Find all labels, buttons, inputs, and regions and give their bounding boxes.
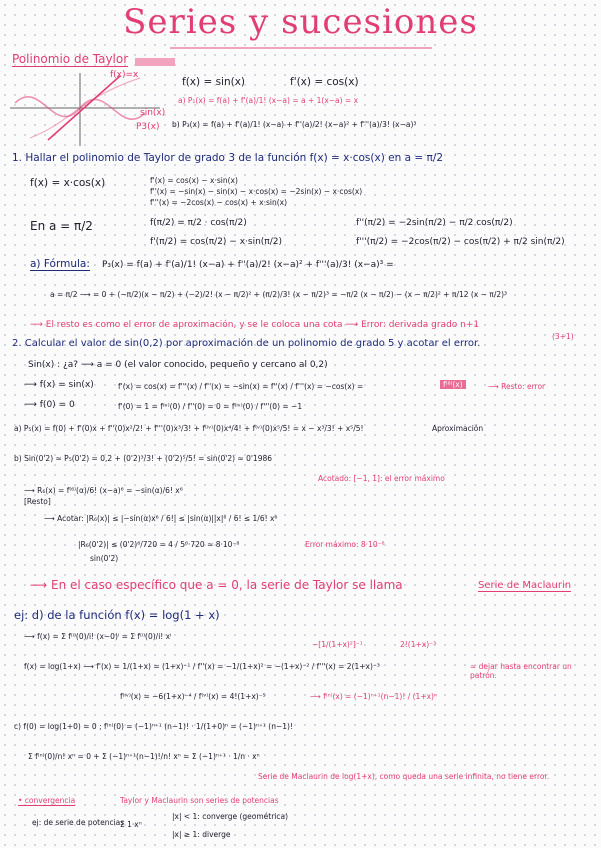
conv-series: Σ 1·xⁿ [120, 820, 142, 829]
ex2-sin-label: sin(0'2) [90, 554, 119, 563]
ex3-note-dejar: ≈ dejar hasta encontrar un patrón. [470, 662, 572, 680]
graph-label-sin: sin(x) [140, 108, 166, 118]
taylor-p3: b) P₃(x) = f(a) + f'(a)/1! (x−a) + f''(a)/2! (x−a)² + f'''(a)/3! (x−a)³ [172, 120, 417, 129]
ex3-serie: Serie de Maclaurin de log(1+x), como queda una serie infinita, no tiene error. [258, 772, 550, 781]
ex1-en-a: En a = π/2 [30, 219, 93, 233]
ex2-line2-right: ⟶ Resto: error [488, 382, 546, 391]
ex2-line1: Sin(x) : ¿a? ⟶ a = 0 (el valor conocido, pequeño y cercano al 0,2) [28, 360, 328, 370]
ex1-formula: P₃(x) = f(a) + f'(a)/1! (x−a) + f''(a)/2! (x−a)² + f'''(a)/3! (x−a)³ = [102, 260, 394, 270]
ex2-error-max: Error máximo: 8·10⁻⁸ [305, 540, 385, 549]
ex3-line5: c) f(0) = log(1+0) = 0 ; f⁽ⁿ⁾(0) = (−1)ⁿ⁺¹ (n−1)! · 1/(1+0)ⁿ = (−1)ⁿ⁺¹ (n−1)! [14, 722, 293, 731]
ex2-b-sin: b) Sin(0'2) ≈ P₅(0'2) = 0,2 + (0'2)³/3! + (0'2)⁵/5! = sin(0'2) ≈ 0'1986 [14, 454, 273, 463]
maclaurin-name: Serie de Maclaurin [478, 580, 572, 591]
resto-subscript: (3+1) [552, 332, 574, 341]
ex3-note2: 2!(1+x)⁻³ [400, 640, 437, 649]
ex3-heading: ej: d) de la función f(x) = log(1 + x) [14, 608, 220, 622]
conv-label: • convergencia [18, 796, 76, 805]
taylor-fx: f(x) = sin(x) [182, 76, 246, 88]
ex3-fx: ⟶ f(x) = Σ f⁽ⁱ⁾(0)/i! (x−0)ⁱ = Σ f⁽ⁱ⁾(0)/i! xⁱ [24, 632, 172, 641]
taylor-fpx: f'(x) = cos(x) [290, 76, 359, 88]
ex2-line2-left: ⟶ f(x) = sin(x) [24, 380, 94, 390]
ex3-sum: Σ f⁽ⁿ⁾(0)/n! xⁿ = 0 + Σ (−1)ⁿ⁺¹(n−1)!/n! xⁿ = Σ (−1)ⁿ⁺¹ · 1/n · xⁿ [28, 752, 260, 761]
ex2-heading: 2. Calcular el valor de sin(0,2) por aproximación de un polinomio de grado 5 y acotar el error. [12, 338, 481, 349]
graph-label-p3: P3(x) [136, 122, 160, 132]
conv-converge: |x| < 1: converge (geométrica) [172, 812, 289, 821]
resto-text: ⟶ El resto es como el error de aproximación, y se le coloca una cota ⟶ Error: derivada grado n+1 [30, 320, 480, 330]
ex1-substitution: a = π/2 ⟶ = 0 + (−π/2)(x − π/2) + (−2)/2! (x − π/2)² + (π/2)/3! (x − π/2)³ = −π/2 (x − π/2) − (x − π/2)² + π/12 (x − π/2)³ [50, 290, 508, 299]
ex1-deriv-3: f'''(x) = −2cos(x) − cos(x) + x·sin(x) [150, 198, 288, 207]
ex1-val-right-1: f''(π/2) = −2sin(π/2) − π/2 cos(π/2) [356, 218, 513, 228]
taylor-heading: Polinomio de Taylor [12, 52, 129, 66]
ex2-acotar: ⟶ Acotar: |R₆(x)| ≤ |−sin(α)x⁶ / 6!| ≤ |sin(α)||x|⁶ / 6! ≤ 1/6! x⁶ [44, 514, 278, 523]
ex2-r-final: |R₆(0'2)| ≤ (0'2)⁶/720 = 4 / 5⁶·720 ≈ 8·10⁻⁸ [78, 540, 240, 549]
page-title: Series y sucesiones [123, 2, 478, 42]
ex1-val-left-2: f'(π/2) = cos(π/2) − x·sin(π/2) [150, 237, 282, 247]
ex1-val-left-1: f(π/2) = π/2 · cos(π/2) [150, 218, 247, 228]
ex1-fx: f(x) = x·cos(x) [30, 177, 106, 189]
ex2-line2-highlight: f⁽⁶⁾(x) [440, 380, 466, 389]
ex1-deriv-2: f''(x) = −sin(x) − sin(x) − x·cos(x) = −2sin(x) − x·cos(x) [150, 187, 363, 196]
ex2-p5: a) P₅(x) = f(0) + f'(0)x + f''(0)x²/2! + f'''(0)x³/3! + f⁽ⁱᵛ⁾(0)x⁴/4! + f⁽ᵛ⁾(0)x⁵/5! = x − x³/3! + x⁵/5! [14, 424, 364, 433]
ex2-line2-mid: f'(x) = cos(x) = f'''(x) / f''(x) = −sin(x) = f''(x) / f'''(x) = −cos(x) = [118, 382, 364, 391]
ex3-note1: −[1/(1+x)²]⁻¹ [312, 640, 363, 649]
taylor-p1: a) P₁(x) = f(a) + f'(a)/1! (x−a) = a + 1(x−a) = x [178, 96, 359, 105]
maclaurin-text: ⟶ En el caso específico que a = 0, la serie de Taylor se llama [30, 578, 403, 592]
ex1-deriv-1: f'(x) = cos(x) − x·sin(x) [150, 176, 238, 185]
conv-diverge: |x| ≥ 1: diverge [172, 830, 231, 839]
ex1-val-right-2: f'''(π/2) = −2cos(π/2) − cos(π/2) + π/2 sin(π/2) [356, 237, 565, 247]
ex2-line3-left: ⟶ f(0) = 0 [24, 400, 75, 410]
ex3-derivs: f(x) = log(1+x) ⟶ f'(x) = 1/(1+x) = (1+x)⁻¹ / f''(x) = −1/(1+x)² = −(1+x)⁻² / f'''(x) = 2(1+x)⁻³ [24, 662, 380, 671]
conv-text: Taylor y Maclaurin son series de potencias [120, 796, 279, 805]
taylor-heading-highlight [135, 58, 175, 66]
title-underline [170, 47, 432, 49]
ex3-line4: f⁽ⁱᵛ⁾(x) = −6(1+x)⁻⁴ / f⁽ᵛ⁾(x) = 4!(1+x)⁻⁵ [120, 692, 266, 701]
ex2-resto-label: [Resto] [24, 497, 51, 506]
ex1-formula-label: a) Fórmula: [30, 258, 90, 270]
ex2-line3-right: f'(0) = 1 = f⁽ᵛ⁾(0) / f''(0) = 0 = f⁽ⁱᵛ⁾(0) / f'''(0) = −1 [118, 402, 303, 411]
ex3-line4-right: ⟶ f⁽ⁿ⁾(x) = (−1)ⁿ⁺¹(n−1)! / (1+x)ⁿ [310, 692, 437, 701]
ex1-heading: 1. Hallar el polinomio de Taylor de grado 3 de la función f(x) = x·cos(x) en a = π/2 [12, 152, 444, 164]
graph-label-fx: f(x)=x [110, 70, 139, 80]
ex2-resto-formula: ⟶ R₆(x) = f⁽⁶⁾(α)/6! (x−a)⁶ = −sin(α)/6! x⁶ [24, 486, 183, 495]
ex2-aprox: Aproximación [432, 424, 484, 433]
conv-example: ej: de serie de potencias [32, 818, 125, 827]
ex2-acotado: Acotado: [−1, 1]: el error máximo [318, 474, 445, 483]
